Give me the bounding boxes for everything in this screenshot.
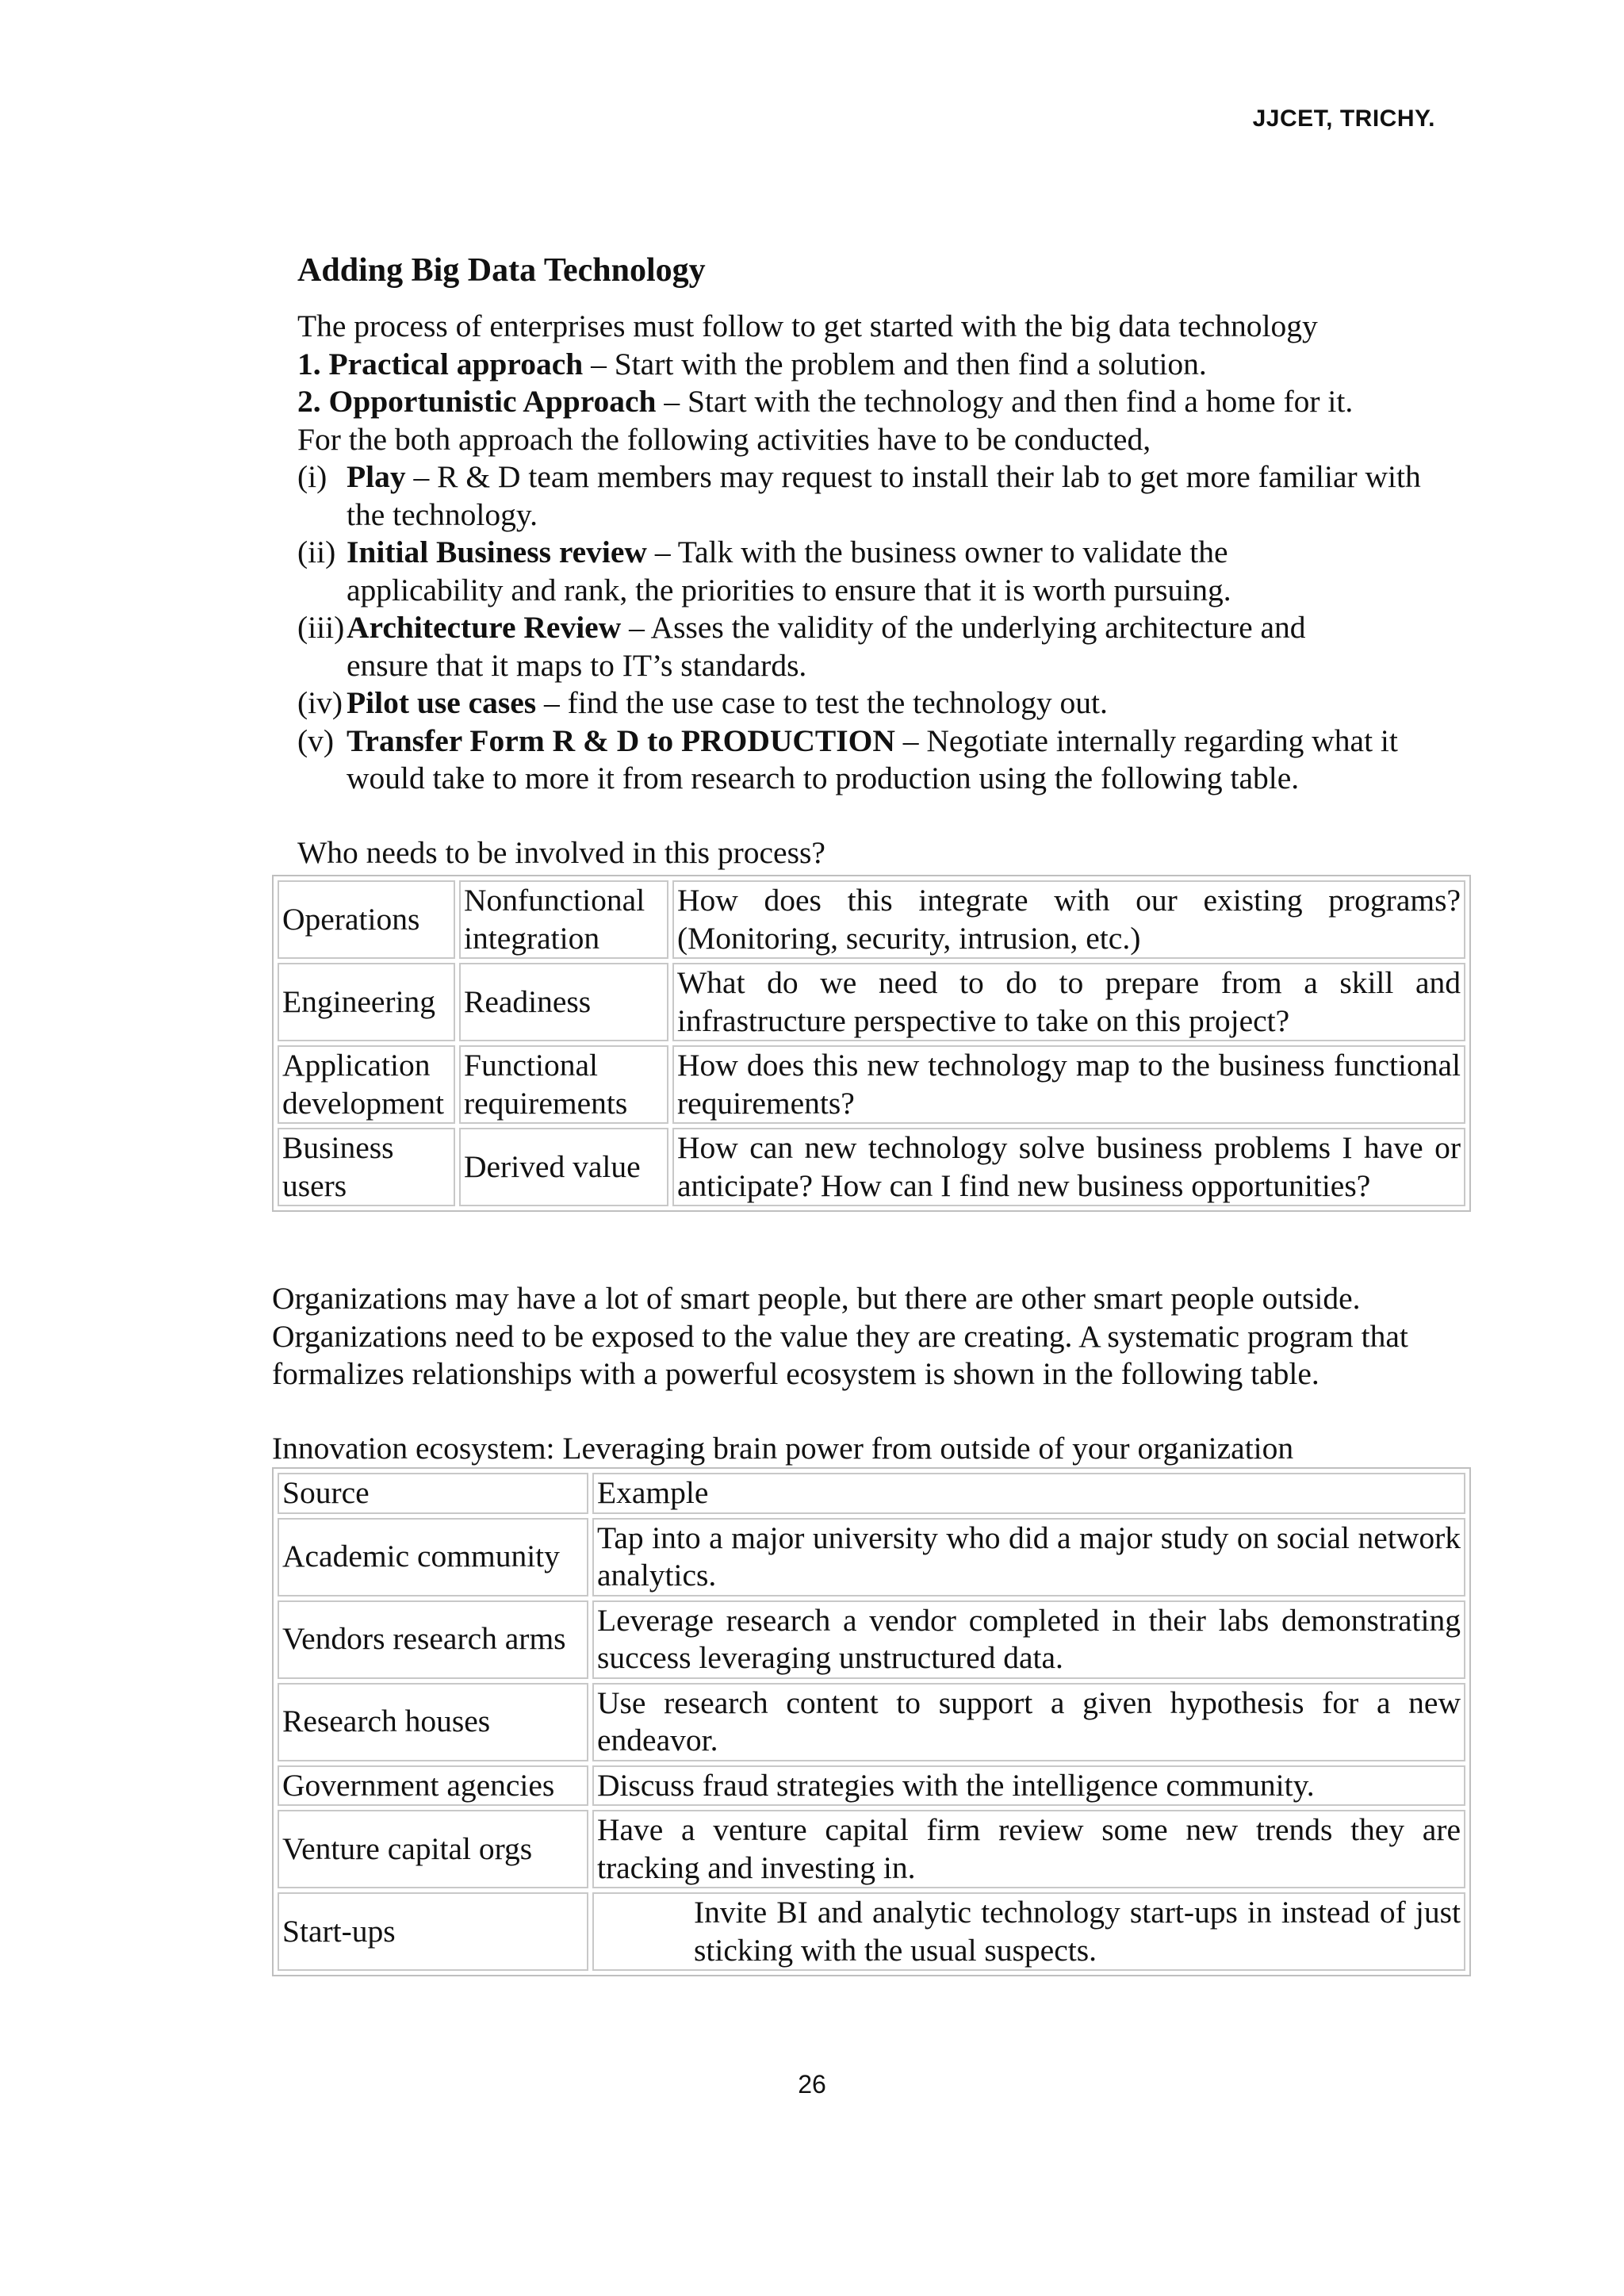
- source-cell: Venture capital orgs: [278, 1810, 588, 1888]
- question-cell: How does this integrate with our existing programs? (Monitoring, security, intrusion, etc.): [672, 880, 1465, 959]
- activity-label: Play: [347, 459, 406, 494]
- question-cell: What do we need to do to prepare from a skill and infrastructure perspective to take on this project?: [672, 963, 1465, 1041]
- page-header: JJCET, TRICHY.: [1252, 105, 1435, 132]
- ecosystem-paragraph: Organizations may have a lot of smart people, but there are other smart people outside. Organizations need to be exposed to the value they are creating. A systematic program that formalizes relationships with a powerful ecosystem is shown in the following table.: [272, 1281, 1408, 1391]
- focus-cell: Functional requirements: [459, 1045, 668, 1124]
- table-row: [278, 1892, 1465, 1971]
- approach-item: [297, 346, 1471, 384]
- source-cell: Government agencies: [278, 1765, 588, 1807]
- example-cell: Invite BI and analytic technology start-ups in instead of just sticking with the usual suspects.: [592, 1892, 1465, 1971]
- activities-intro: For the both approach the following activities have to be conducted,: [297, 421, 1151, 457]
- section-title: Adding Big Data Technology: [297, 252, 706, 289]
- main-content: [297, 251, 1471, 872]
- column-header-example: Example: [592, 1473, 1465, 1514]
- role-cell: Engineering: [278, 963, 455, 1041]
- activity-item: [297, 458, 1471, 534]
- column-header-source: Source: [278, 1473, 588, 1514]
- page-number: 26: [798, 2070, 826, 2099]
- table-header-row: [278, 1473, 1465, 1514]
- role-cell: Application development: [278, 1045, 455, 1124]
- example-cell: Leverage research a vendor completed in their labs demonstrating success leveraging unstructured data.: [592, 1600, 1465, 1679]
- table-row: [278, 1683, 1465, 1761]
- table-row: [278, 1600, 1465, 1679]
- focus-cell: Readiness: [459, 963, 668, 1041]
- table-row: [278, 1128, 1465, 1206]
- ecosystem-caption: Innovation ecosystem: Leveraging brain power from outside of your organization: [272, 1430, 1294, 1466]
- activity-item: [297, 534, 1471, 609]
- intro-paragraph: The process of enterprises must follow to get started with the big data technology: [297, 309, 1318, 343]
- activity-text: – Asses the validity of the underlying architecture and ensure that it maps to IT’s standards.: [347, 610, 1306, 683]
- example-cell: Discuss fraud strategies with the intelligence community.: [592, 1765, 1465, 1807]
- activity-item: [297, 723, 1471, 798]
- example-cell: Use research content to support a given hypothesis for a new endeavor.: [592, 1683, 1465, 1761]
- table-row: [278, 1765, 1465, 1807]
- role-cell: Business users: [278, 1128, 455, 1206]
- activity-text: – Negotiate internally regarding what it would take to more it from research to production using the following table.: [347, 723, 1398, 795]
- activity-label: Initial Business review: [347, 535, 647, 569]
- table-row: [278, 1810, 1465, 1888]
- activity-label: Transfer Form R & D to PRODUCTION: [347, 723, 895, 758]
- list-marker: (ii): [297, 535, 336, 569]
- question-cell: How can new technology solve business problems I have or anticipate? How can I find new business opportunities?: [672, 1128, 1465, 1206]
- list-marker: (iv): [297, 685, 343, 720]
- table-row: [278, 963, 1465, 1041]
- focus-cell: Derived value: [459, 1128, 668, 1206]
- approach-label: 2. Opportunistic Approach: [297, 384, 657, 419]
- approach-text: – Start with the problem and then find a solution.: [583, 346, 1207, 381]
- activity-text: – Talk with the business owner to validate the applicability and rank, the priorities to ensure that it is worth pursuing.: [347, 535, 1231, 608]
- involvement-table-wrap: [272, 875, 1471, 1212]
- ecosystem-table: [272, 1467, 1471, 1976]
- focus-cell: Nonfunctional integration: [459, 880, 668, 959]
- activity-label: Architecture Review: [347, 610, 622, 645]
- list-marker: (iii): [297, 610, 345, 645]
- activity-item: [297, 684, 1471, 723]
- approach-label: 1. Practical approach: [297, 346, 584, 381]
- source-cell: Vendors research arms: [278, 1600, 588, 1679]
- activity-item: [297, 609, 1471, 684]
- involvement-question: Who needs to be involved in this process?: [297, 834, 825, 870]
- approach-item: [297, 383, 1471, 421]
- activity-text: – R & D team members may request to install their lab to get more familiar with the technology.: [347, 459, 1421, 532]
- source-cell: Start-ups: [278, 1892, 588, 1971]
- approach-text: – Start with the technology and then find a home for it.: [656, 384, 1354, 419]
- activity-label: Pilot use cases: [347, 685, 537, 720]
- source-cell: Academic community: [278, 1518, 588, 1596]
- table-row: [278, 880, 1465, 959]
- question-cell: How does this new technology map to the business functional requirements?: [672, 1045, 1465, 1124]
- ecosystem-section: [272, 1280, 1471, 1976]
- list-marker: (i): [297, 459, 327, 494]
- role-cell: Operations: [278, 880, 455, 959]
- source-cell: Research houses: [278, 1683, 588, 1761]
- table-row: [278, 1518, 1465, 1596]
- example-cell: Have a venture capital firm review some new trends they are tracking and investing in.: [592, 1810, 1465, 1888]
- activity-text: – find the use case to test the technology out.: [536, 685, 1108, 720]
- involvement-table: [272, 875, 1471, 1212]
- list-marker: (v): [297, 723, 335, 758]
- table-row: [278, 1045, 1465, 1124]
- example-cell: Tap into a major university who did a major study on social network analytics.: [592, 1518, 1465, 1596]
